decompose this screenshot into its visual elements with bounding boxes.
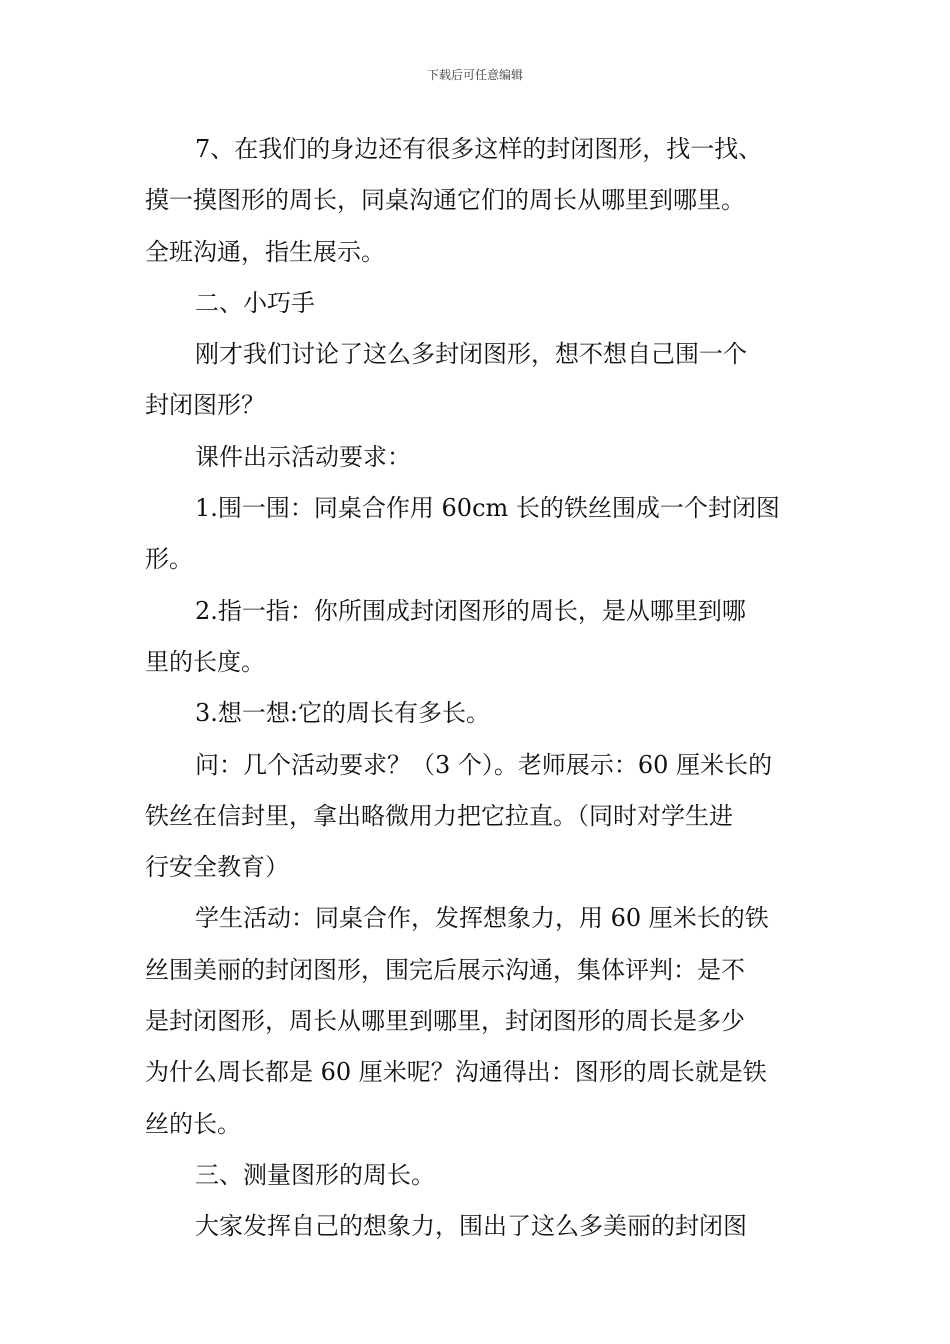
- text-line: 问：几个活动要求？（3 个）。老师展示：60 厘米长的: [195, 750, 773, 779]
- page-header: 下载后可任意编辑: [426, 68, 523, 82]
- list-item: 2.指一指：你所围成封闭图形的周长，是从哪里到哪: [195, 596, 746, 625]
- text-line: 是封闭图形，周长从哪里到哪里，封闭图形的周长是多少: [145, 1007, 745, 1036]
- document-body: [145, 124, 807, 1253]
- text-line: 课件出示活动要求：: [195, 442, 411, 471]
- text-line: 行安全教育）: [145, 853, 289, 882]
- text-line: 为什么周长都是 60 厘米呢？沟通得出：图形的周长就是铁: [145, 1058, 767, 1087]
- text-line: 丝围美丽的封闭图形，围完后展示沟通，集体评判：是不: [145, 955, 745, 984]
- text-line: 全班沟通，指生展示。: [145, 237, 385, 266]
- list-item: 1.围一围：同桌合作用 60cm 长的铁丝围成一个封闭图: [195, 494, 780, 523]
- text-line: 7、在我们的身边还有很多这样的封闭图形，找一找、: [195, 135, 763, 163]
- text-line: 摸一摸图形的周长，同桌沟通它们的周长从哪里到哪里。: [145, 186, 745, 215]
- text-line: 铁丝在信封里，拿出略微用力把它拉直。（同时对学生进: [145, 801, 733, 830]
- text-line: 大家发挥自己的想象力，围出了这么多美丽的封闭图: [195, 1212, 747, 1241]
- section-heading: 二、小巧手: [195, 288, 315, 317]
- text-line: 封闭图形？: [145, 391, 265, 420]
- list-item: 3.想一想:它的周长有多长。: [195, 699, 490, 728]
- text-line: 里的长度。: [145, 647, 265, 676]
- text-line: 丝的长。: [145, 1109, 241, 1138]
- text-line: 形。: [145, 545, 193, 574]
- text-line: 刚才我们讨论了这么多封闭图形，想不想自己围一个: [195, 340, 747, 369]
- text-line: 学生活动：同桌合作，发挥想象力，用 60 厘米长的铁: [195, 904, 769, 933]
- section-heading: 三、测量图形的周长。: [195, 1160, 435, 1189]
